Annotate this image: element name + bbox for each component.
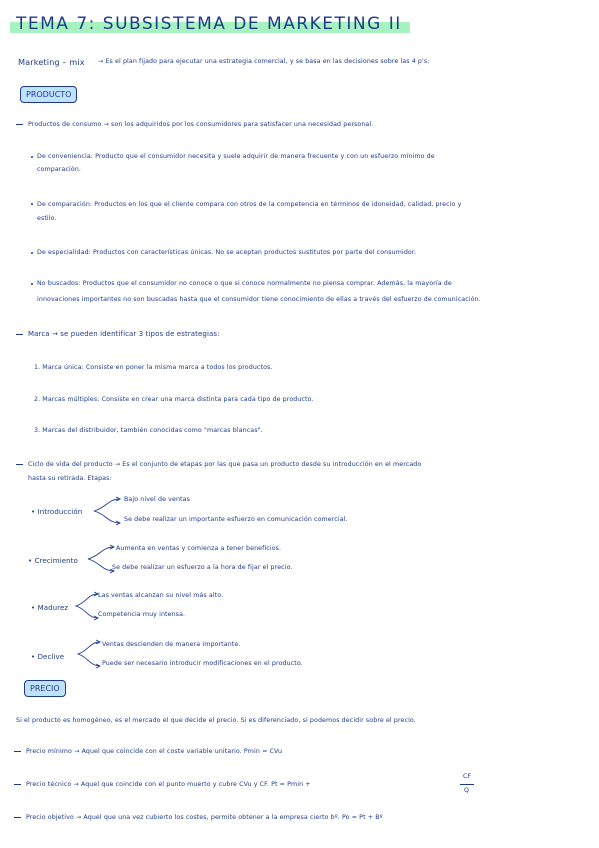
precio-minimo: Precio mínimo → Aquel que coincide con el coste variable unitario. Pmin = CVu (26, 748, 283, 755)
etapa-declive-label: • Declive (31, 653, 65, 661)
marca-estrategia-3: 3. Marcas del distribuidor, también conocidas como "marcas blancas". (34, 427, 263, 434)
ciclo-vida-line-1: Ciclo de vida del producto → Es el conjunto de etapas por las que pasa un producto desde su introducción en el mercado (28, 461, 422, 468)
fraction-bar (460, 784, 474, 785)
precio-tecnico-fraction-numerator: CF (463, 773, 472, 780)
bullet-dot (31, 252, 33, 254)
especialidad-line: De especialidad: Productos con características únicas. No se aceptan productos sustitutos por parte del consumidor. (37, 249, 417, 256)
brace-icon (92, 496, 122, 526)
bullet-dash (16, 464, 23, 465)
brace-icon (74, 591, 100, 621)
bullet-dot (31, 156, 33, 158)
etapa-introduccion-label: • Introducción (31, 508, 83, 516)
bullet-dash (14, 817, 21, 818)
introduccion-point-a: Bajo nivel de ventas (124, 496, 190, 503)
etapa-declive-name: Declive (37, 653, 65, 661)
bullet-dot (31, 283, 33, 285)
no-buscados-line-1: No buscados: Productos que el consumidor no conoce o que si conoce normalmente no piensa comprar. Además, la mayoría de (37, 280, 452, 287)
no-buscados-line-2: innovaciones importantes no son buscadas hasta que el consumidor tiene conocimiento de ellas a través del esfuerzo de comunicación. (37, 296, 481, 303)
section-tag-producto: PRODUCTO (20, 86, 77, 103)
bullet-dot (31, 203, 33, 205)
crecimiento-point-b: Se debe realizar un esfuerzo a la hora de fijar el precio. (112, 564, 293, 571)
etapa-madurez-label: • Madurez (31, 604, 69, 612)
marca-estrategia-1: 1. Marca única: Consiste en poner la misma marca a todos los productos. (34, 364, 273, 371)
conveniencia-line-1: De conveniencia: Producto que el consumidor necesita y suele adquirir de manera frecuente y con un esfuerzo mínimo de (37, 153, 435, 160)
madurez-point-a: Las ventas alcanzan su nivel más alto. (98, 592, 224, 599)
section-tag-precio: PRECIO (24, 680, 66, 697)
comparacion-line-1: De comparación: Productos en los que el cliente compara con otros de la competencia en términos de idoneidad, calidad, precio y (37, 201, 462, 208)
comparacion-line-2: estilo. (37, 215, 57, 222)
bullet-dash (14, 751, 21, 752)
marketing-mix-definition: → Es el plan fijado para ejecutar una estrategia comercial, y se basa en las decisiones sobre las 4 p's: (98, 58, 430, 65)
etapa-crecimiento-label: • Crecimiento (28, 557, 78, 565)
conveniencia-line-2: comparación. (37, 166, 82, 173)
bullet-dash (14, 784, 21, 785)
declive-point-a: Ventas descienden de manera importante. (102, 641, 241, 648)
marca-intro: Marca → se pueden identificar 3 tipos de estrategias: (28, 330, 220, 338)
introduccion-point-b: Se debe realizar un importante esfuerzo en comunicación comercial. (124, 516, 348, 523)
marketing-mix-term: Marketing – mix (18, 57, 85, 67)
marca-estrategia-2: 2. Marcas múltiples: Consiste en crear una marca distinta para cada tipo de producto. (34, 396, 314, 403)
etapa-crecimiento-name: Crecimiento (34, 557, 78, 565)
etapa-madurez-name: Madurez (37, 604, 69, 612)
brace-icon (76, 639, 102, 669)
etapa-introduccion-name: Introducción (37, 508, 83, 516)
precio-objetivo: Precio objetivo → Aquel que una vez cubierto los costes, permite obtener a la empresa cierto bº. Po = Pt + Bº (26, 814, 383, 821)
crecimiento-point-a: Aumenta en ventas y comienza a tener beneficios. (116, 545, 282, 552)
page-title: TEMA 7: SUBSISTEMA DE MARKETING II (10, 13, 410, 35)
productos-consumo-intro: Productos de consumo → son los adquiridos por los consumidores para satisfacer una necesidad personal. (28, 121, 374, 128)
bullet-dash (16, 124, 23, 125)
declive-point-b: Puede ser necesario introducir modificaciones en el producto. (102, 660, 303, 667)
ciclo-vida-line-2: hasta su retirada. Etapas: (28, 475, 112, 482)
precio-tecnico-fraction-denominator: Q (464, 787, 470, 794)
madurez-point-b: Competencia muy intensa. (98, 611, 186, 618)
precio-tecnico: Precio técnico → Aquel que coincide con el punto muerto y cubre CVu y CF. Pt = Pmin + (26, 781, 311, 788)
bullet-dash (16, 334, 23, 335)
precio-intro: Si el producto es homogéneo, es el mercado el que decide el precio. Si es diferenciado, si podemos decidir sobre el precio. (16, 717, 416, 724)
